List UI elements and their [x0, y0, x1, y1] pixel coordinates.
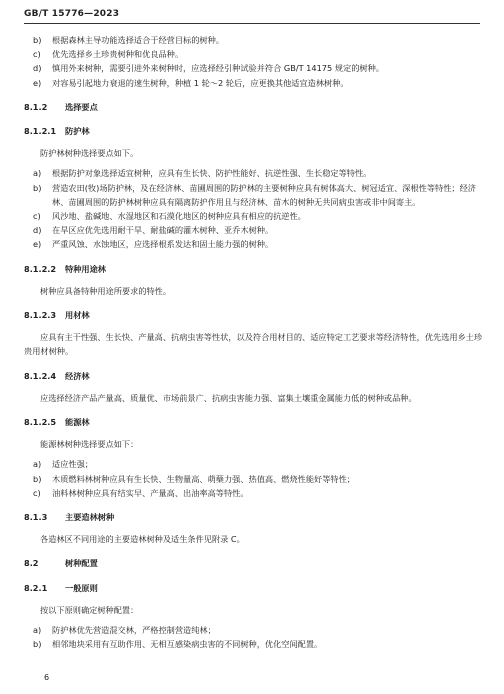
paragraph: 按以下原则确定树种配置：	[40, 604, 139, 615]
section-heading-8-1-2-2	[24, 262, 486, 276]
page-number: 6	[44, 673, 50, 682]
list-marker: c)	[33, 49, 41, 60]
paragraph: 防护林树种选择要点如下。	[40, 148, 139, 159]
paragraph: 各造林区不同用途的主要造林树种及适生条件见附录 C。	[40, 534, 245, 545]
list-item	[24, 209, 486, 223]
document-body	[24, 33, 486, 652]
list-marker: d)	[33, 63, 42, 74]
section-title: 防护林	[65, 126, 90, 137]
section-title: 用材林	[65, 310, 90, 321]
section-heading-8-1-3	[24, 510, 486, 524]
list-marker: b)	[33, 35, 42, 45]
protection-forest-list	[24, 166, 486, 251]
paragraph: 应选择经济产品产量高、质量优、市场前景广、抗病虫害能力强、富集土壤重金属能力低的树种或品种。	[40, 392, 417, 403]
list-text: 优先选择乡土珍贵树种和优良品种。	[52, 49, 184, 60]
section-title: 选择要点	[65, 101, 98, 112]
list-item	[24, 637, 486, 651]
section-number: 8.1.2.2	[24, 263, 57, 274]
section-title: 一般原则	[65, 582, 98, 593]
list-marker: a)	[33, 625, 42, 636]
species-selection-list	[24, 33, 486, 90]
list-item	[24, 33, 486, 47]
section-title: 主要造林树种	[65, 512, 115, 523]
list-marker: e)	[33, 239, 42, 250]
section-heading-8-1-2-1	[24, 124, 486, 138]
list-marker: c)	[33, 487, 41, 498]
section-number: 8.1.2	[24, 101, 48, 112]
list-text: 严重风蚀、水蚀地区，应选择根系发达和固土能力强的树种。	[52, 239, 274, 250]
list-item	[24, 457, 486, 471]
list-item	[24, 472, 486, 486]
section-number: 8.2.1	[24, 582, 48, 593]
paragraph: 应具有主干性强、生长快、产量高、抗病虫害等性状，以及符合用材目的、适应特定工艺要求等经济特性，优先选用乡土珍贵用材树种。	[24, 332, 483, 357]
list-item	[24, 223, 486, 237]
list-marker: c)	[33, 211, 41, 222]
list-item	[24, 61, 486, 75]
section-number: 8.1.2.4	[24, 370, 57, 381]
header-rule	[24, 23, 480, 24]
list-text: 对容易引起地力衰退的速生树种，种植 1 轮～2 轮后，应更换其他适宜造林树种。	[52, 77, 349, 88]
section-heading-8-2	[24, 556, 486, 570]
list-marker: b)	[33, 182, 42, 193]
energy-forest-list	[24, 457, 486, 500]
list-text: 适应性强；	[52, 459, 93, 470]
list-text: 防护林优先营造混交林，严格控制营造纯林；	[52, 625, 216, 636]
paragraph: 树种应具备特种用途所要求的特性。	[40, 285, 172, 296]
list-item	[24, 486, 486, 500]
section-title: 树种配置	[65, 558, 98, 569]
list-item	[24, 166, 486, 180]
list-text: 相邻地块采用有互助作用、无相互感染病虫害的不同树种，优化空间配置。	[52, 639, 323, 650]
list-text: 根据森林主导功能选择适合于经营目标的树种。	[52, 35, 224, 45]
list-marker: b)	[33, 473, 42, 484]
list-text: 营造农田(牧)场防护林，及在经济林、苗圃周围的防护林的主要树种应具有树体高大、树冠适宜、深根性等特性；经济林、苗圃周围的防护林树种应具有隔离防护作用且与经济林、苗木的树种无共同病虫害或非中间寄主。	[52, 182, 476, 207]
section-heading-8-2-1	[24, 581, 486, 595]
section-title: 能源林	[65, 417, 90, 428]
list-text: 在旱区应优先选用耐干旱、耐盐碱的灌木树种、亚乔木树种。	[52, 225, 274, 236]
section-number: 8.1.2.1	[24, 126, 57, 137]
section-number: 8.1.3	[24, 512, 48, 523]
list-text: 风沙地、盐碱地、水湿地区和石漠化地区的树种应具有相应的抗逆性。	[52, 211, 306, 222]
list-text: 根据防护对象选择适宜树种，应具有生长快、防护性能好、抗逆性强、生长稳定等特性。	[52, 168, 372, 179]
paragraph: 能源林树种选择要点如下：	[40, 439, 139, 450]
list-text: 木质燃料林树种应具有生长快、生物量高、萌蘖力强、热值高、燃烧性能好等特性；	[52, 473, 355, 484]
section-heading-8-1-2-5	[24, 415, 486, 429]
section-title: 特种用途林	[65, 263, 106, 274]
list-marker: d)	[33, 225, 42, 236]
list-item	[24, 237, 486, 251]
list-item	[24, 181, 486, 209]
section-heading-8-1-2-3	[24, 308, 486, 322]
list-text: 油料林树种应具有结实早、产量高、出油率高等特性。	[52, 487, 249, 498]
section-heading-8-1-2-4	[24, 369, 486, 383]
standard-code-header: GB/T 15776—2023	[24, 9, 120, 19]
species-configuration-list	[24, 623, 486, 651]
section-number: 8.1.2.5	[24, 417, 57, 428]
list-marker: b)	[33, 639, 42, 650]
list-marker: a)	[33, 168, 42, 179]
section-title: 经济林	[65, 370, 90, 381]
list-item	[24, 623, 486, 637]
list-text: 慎用外来树种，需要引进外来树种时，应选择经引种试验并符合 GB/T 14175 规定的树种。	[52, 63, 384, 74]
section-number: 8.2	[24, 558, 39, 569]
list-marker: a)	[33, 459, 42, 470]
list-item	[24, 47, 486, 61]
list-marker: e)	[33, 77, 42, 88]
section-heading-8-1-2	[24, 100, 486, 114]
list-item	[24, 76, 486, 90]
section-number: 8.1.2.3	[24, 310, 57, 321]
